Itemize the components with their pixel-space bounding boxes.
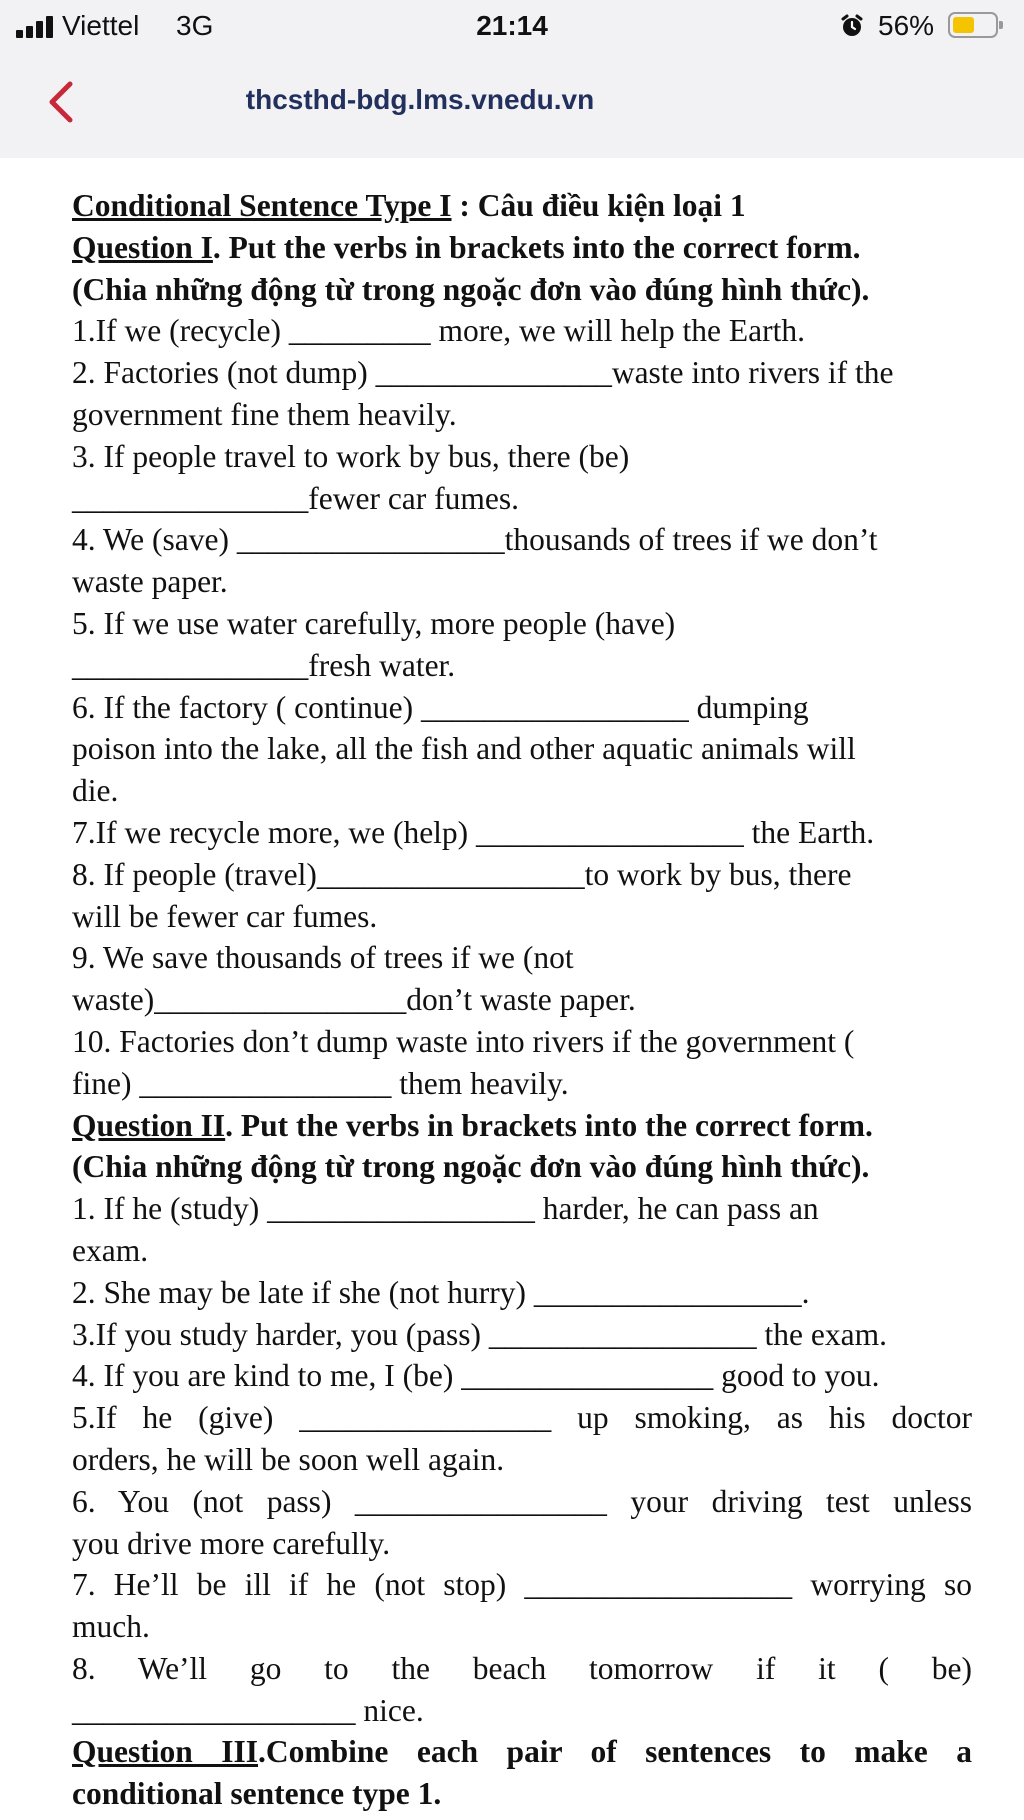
question-1-line: 3. If people travel to work by bus, there (be)	[72, 438, 630, 474]
question-3-heading: Question III.Combine each pair of sentences to make a	[72, 1734, 972, 1770]
question-1-heading: Question I. Put the verbs in brackets into the correct form.	[72, 229, 861, 265]
battery-fill	[953, 17, 974, 33]
clock: 21:14	[476, 10, 548, 41]
question-1-line: _______________fewer car fumes.	[72, 480, 519, 516]
question-2-line: 5.If he (give) ________________ up smoking, as his doctor	[72, 1400, 972, 1436]
question-2-heading: Question II. Put the verbs in brackets into the correct form.	[72, 1107, 873, 1143]
page-url[interactable]: thcsthd-bdg.lms.vnedu.vn	[245, 84, 595, 115]
question-2-line: much.	[72, 1609, 150, 1645]
question-2-line: exam.	[72, 1232, 149, 1268]
question-2-line: 8. We’ll go to the beach tomorrow if it ( be)	[72, 1650, 972, 1686]
question-1-line: 6. If the factory ( continue) _________________ dumping	[72, 689, 809, 725]
question-2-subheading: (Chia những động từ trong ngoặc đơn vào đúng hình thức).	[72, 1149, 870, 1185]
question-1-line: will be fewer car fumes.	[72, 898, 378, 934]
question-1-line: government fine them heavily.	[72, 396, 457, 432]
question-1-line: waste paper.	[72, 564, 228, 600]
question-3-heading-line-2: conditional sentence type 1.	[72, 1776, 442, 1812]
question-1-subheading: (Chia những động từ trong ngoặc đơn vào đúng hình thức).	[72, 271, 870, 307]
question-1-line: 1.If we (recycle) _________ more, we will help the Earth.	[72, 313, 805, 349]
question-2-line: you drive more carefully.	[72, 1525, 391, 1561]
question-1-line: poison into the lake, all the fish and other aquatic animals will	[72, 731, 856, 767]
question-1-line: _______________fresh water.	[72, 647, 456, 683]
question-2-line: 3.If you study harder, you (pass) _________________ the exam.	[72, 1316, 887, 1352]
network-type: 3G	[176, 10, 214, 41]
question-1-line: die.	[72, 773, 119, 809]
battery-icon	[948, 12, 998, 38]
question-2-line: 1. If he (study) _________________ harder, he can pass an	[72, 1191, 819, 1227]
question-1-line: 5. If we use water carefully, more people (have)	[72, 605, 676, 641]
battery-percent: 56%	[878, 10, 935, 41]
question-2-line: 2. She may be late if she (not hurry) _________________.	[72, 1274, 810, 1310]
status-bar	[0, 0, 1024, 52]
question-1-line: 8. If people (travel)_________________to work by bus, there	[72, 856, 852, 892]
document-body	[72, 158, 972, 1815]
alarm-icon	[840, 14, 864, 38]
question-2-line: __________________ nice.	[72, 1692, 424, 1728]
question-1-line: fine) ________________ them heavily.	[72, 1065, 569, 1101]
question-2-line: 7. He’ll be ill if he (not stop) _________________ worrying so	[72, 1567, 972, 1603]
document-title: Conditional Sentence Type I : Câu điều kiện loại 1	[72, 188, 746, 223]
question-2-line: orders, he will be soon well again.	[72, 1441, 505, 1477]
question-1-line: 2. Factories (not dump) _______________waste into rivers if the	[72, 355, 894, 391]
question-1-line: 9. We save thousands of trees if we (not	[72, 940, 574, 976]
carrier-name: Viettel	[62, 10, 140, 41]
question-1-line: 7.If we recycle more, we (help) _________________ the Earth.	[72, 814, 875, 850]
question-1-line: 4. We (save) _________________thousands of trees if we don’t	[72, 522, 878, 558]
question-1-line: 10. Factories don’t dump waste into rivers if the government (	[72, 1023, 855, 1059]
question-2-line: 6. You (not pass) ________________ your driving test unless	[72, 1483, 972, 1519]
question-1-line: waste)________________don’t waste paper.	[72, 982, 636, 1018]
browser-nav-bar	[0, 52, 1024, 158]
question-2-line: 4. If you are kind to me, I (be) ________________ good to you.	[72, 1358, 880, 1394]
